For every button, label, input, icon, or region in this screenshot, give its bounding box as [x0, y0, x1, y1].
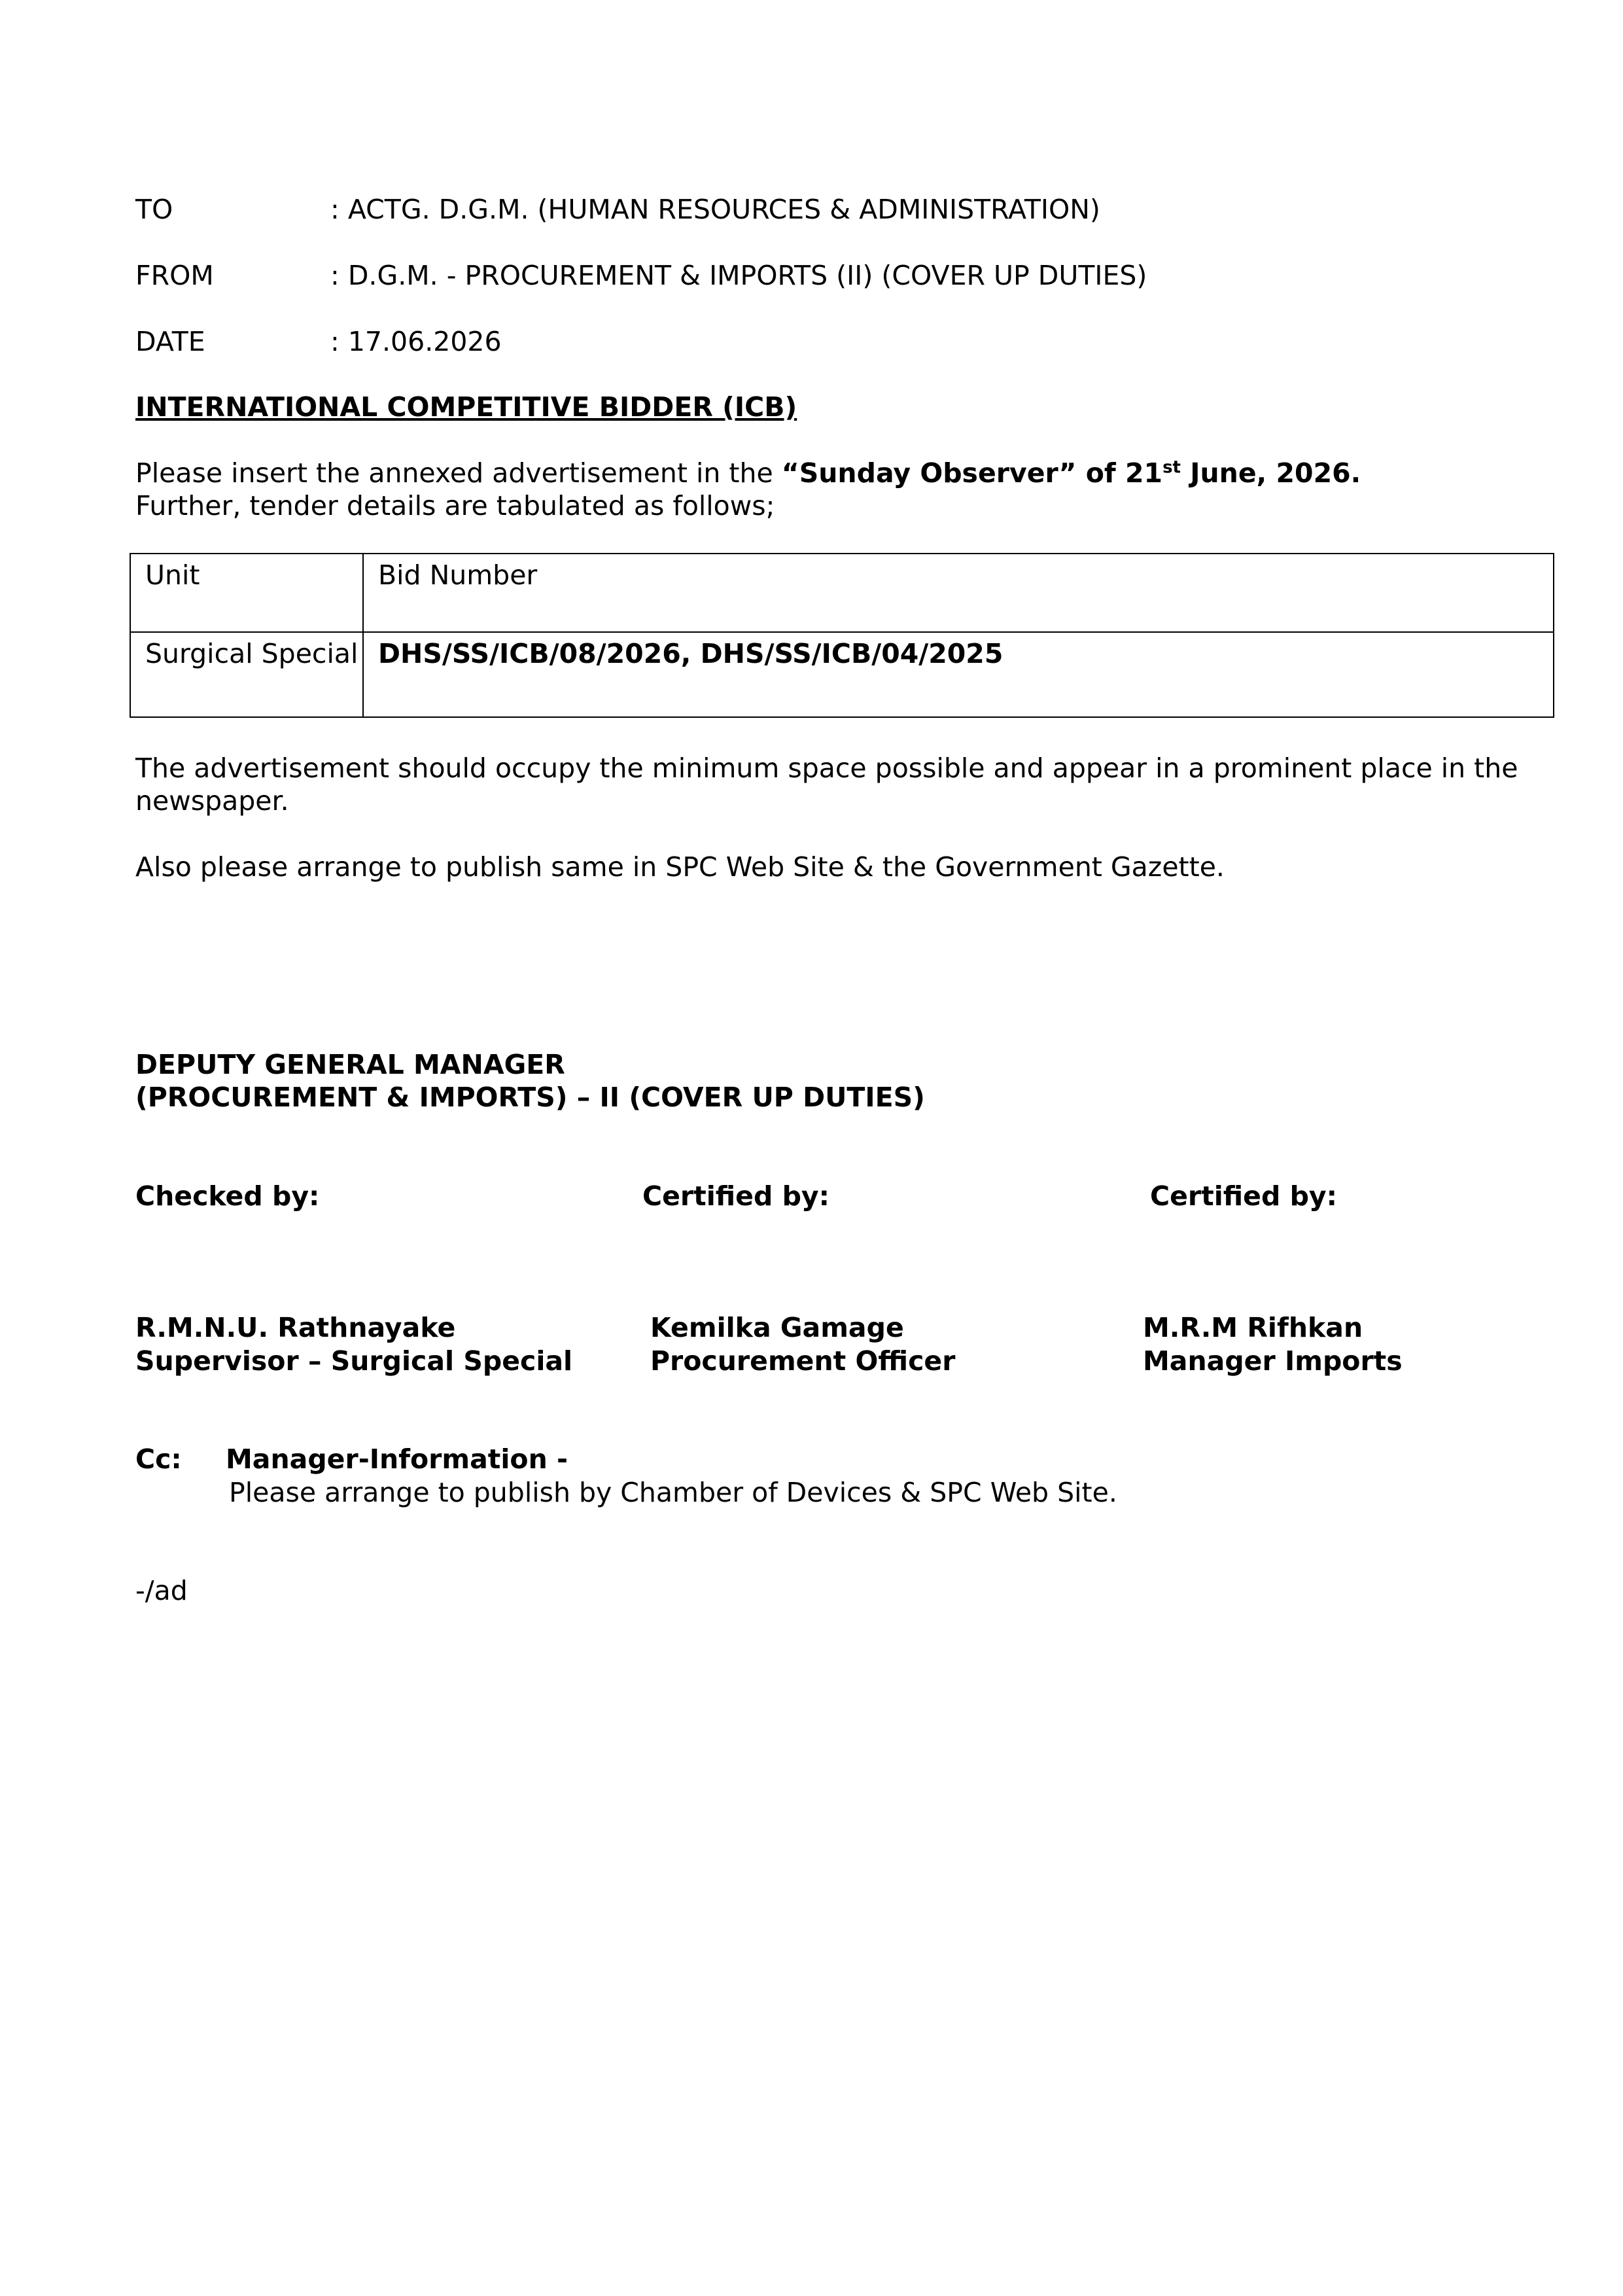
approval-title-certified-1: Procurement Officer [650, 1345, 956, 1377]
tender-table [130, 553, 1554, 718]
intro-prefix: Please insert the annexed advertisement in the [135, 457, 782, 489]
intro-line-2: Further, tender details are tabulated as follows; [135, 490, 775, 521]
table-header-row [130, 554, 1554, 632]
approval-name-certified-2: M.R.M Rifhkan [1143, 1312, 1363, 1343]
table-cell-unit: Surgical Special [130, 632, 363, 717]
intro-newspaper: “Sunday Observer” of 21 [781, 457, 1163, 489]
intro-ordinal: st [1162, 457, 1181, 478]
approval-role-checked: Checked by: [135, 1180, 320, 1212]
date-value: : 17.06.2026 [330, 326, 502, 357]
approval-name-certified-1: Kemilka Gamage [650, 1312, 904, 1343]
approval-name-checked: R.M.N.U. Rathnayake [135, 1312, 456, 1343]
cc-recipient: Manager-Information - [226, 1443, 568, 1475]
date-label: DATE [135, 326, 205, 357]
table-header-bid-number: Bid Number [363, 554, 1554, 632]
approval-role-certified-1: Certified by: [642, 1180, 830, 1212]
from-value: : D.G.M. - PROCUREMENT & IMPORTS (II) (COVER UP DUTIES) [330, 260, 1147, 291]
body-para-1-line-1: The advertisement should occupy the minimum space possible and appear in a prominent place in the [135, 752, 1518, 784]
cc-note: Please arrange to publish by Chamber of Devices & SPC Web Site. [229, 1477, 1117, 1508]
signature-title: DEPUTY GENERAL MANAGER [135, 1049, 565, 1080]
approval-title-certified-2: Manager Imports [1143, 1345, 1403, 1377]
cc-label: Cc: [135, 1443, 182, 1475]
subject-heading: INTERNATIONAL COMPETITIVE BIDDER (ICB) [135, 391, 797, 423]
footer-reference: -/ad [135, 1575, 188, 1606]
body-para-1-line-2: newspaper. [135, 785, 289, 817]
table-cell-bid-number: DHS/SS/ICB/08/2026, DHS/SS/ICB/04/2025 [363, 632, 1554, 717]
to-label: TO [135, 194, 173, 225]
signature-department: (PROCUREMENT & IMPORTS) – II (COVER UP DUTIES) [135, 1082, 925, 1113]
table-row [130, 632, 1554, 717]
body-para-2: Also please arrange to publish same in SPC Web Site & the Government Gazette. [135, 851, 1225, 883]
approval-role-certified-2: Certified by: [1150, 1180, 1338, 1212]
table-header-unit: Unit [130, 554, 363, 632]
from-label: FROM [135, 260, 214, 291]
intro-date: June, 2026. [1180, 457, 1361, 489]
to-value: : ACTG. D.G.M. (HUMAN RESOURCES & ADMINISTRATION) [330, 194, 1100, 225]
approval-title-checked: Supervisor – Surgical Special [135, 1345, 573, 1377]
intro-line-1 [135, 457, 1361, 489]
